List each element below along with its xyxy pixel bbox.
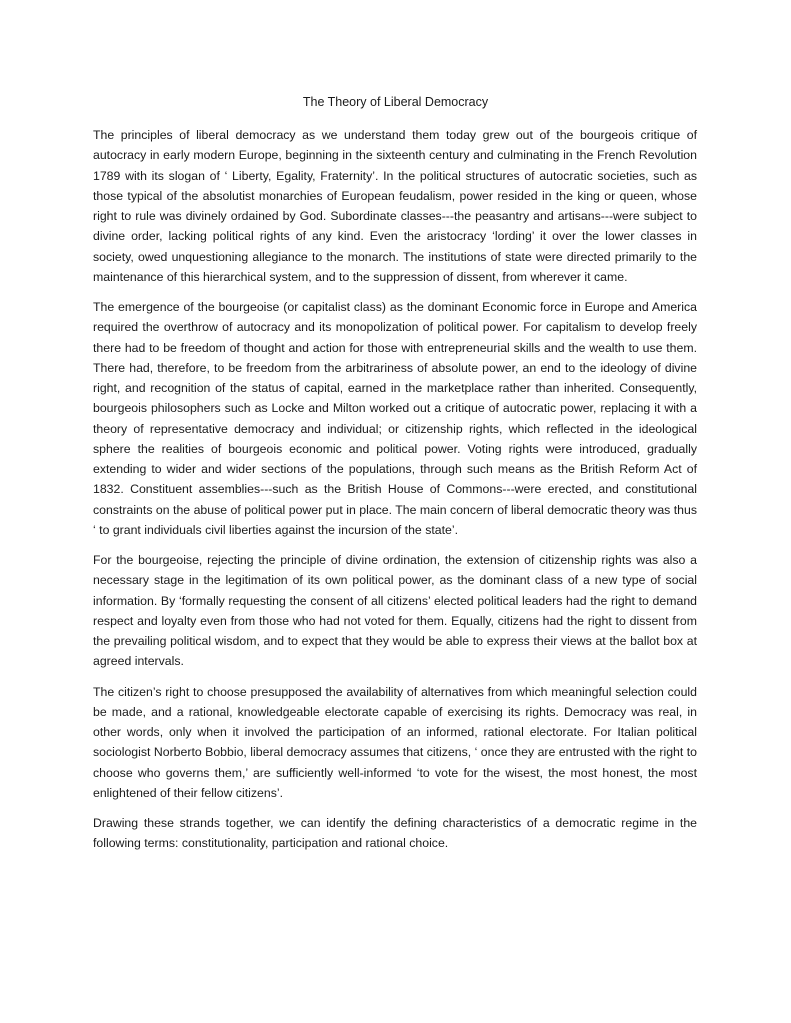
paragraph-4: The citizen’s right to choose presupposed the availability of alternatives from which meaningful selection could be made, and a rational, knowledgeable electorate capable of exercising its rights. Democracy was real, in other words, only when it involved the participation of an informed, rational electorate. For Italian political sociologist Norberto Bobbio, liberal democracy assumes that citizens, ‘ once they are entrusted with the right to choose who governs them,’ are sufficiently well-informed ‘to vote for the wisest, the most honest, the most enlightened of their fellow citizens’. [93, 684, 697, 800]
paragraph-5: Drawing these strands together, we can identify the defining characteristics of a democratic regime in the following terms: constitutionality, participation and rational choice. [93, 816, 697, 851]
paragraph-2: The emergence of the bourgeoise (or capitalist class) as the dominant Economic force in Europe and America required the overthrow of autocracy and its monopolization of political power. For capitalism to develop freely there had to be freedom of thought and action for those with entrepreneurial skills and the wealth to use them. There had, therefore, to be freedom from the arbitrariness of absolute power, an end to the ideology of divine right, and recognition of the status of capital, earned in the marketplace rather than inherited. Consequently, bourgeois philosophers such as Locke and Milton worked out a critique of autocratic power, replacing it with a theory of representative democracy and individual; or citizenship rights, which reflected in the ideological sphere the realities of bourgeois economic and political power. Voting rights were introduced, gradually extending to wider and wider sections of the populations, through such means as the British Reform Act of 1832. Constituent assemblies---such as the British House of Commons---were erected, and constitutional constraints on the abuse of political power put in place. The main concern of liberal democratic theory was thus ‘ to grant individuals civil liberties against the incursion of the state’. [93, 300, 697, 537]
document-body [93, 125, 697, 864]
paragraph-3: For the bourgeoise, rejecting the principle of divine ordination, the extension of citizenship rights was also a necessary stage in the legitimation of its own political power, as the dominant class of a new type of social information. By ‘formally requesting the consent of all citizens’ elected political leaders had the right to demand respect and loyalty even from those who had not voted for them. Equally, citizens had the right to dissent from the prevailing political wisdom, and to expect that they would be able to express their views at the ballot box at agreed intervals. [93, 553, 697, 669]
paragraph-1: The principles of liberal democracy as we understand them today grew out of the bourgeois critique of autocracy in early modern Europe, beginning in the sixteenth century and culminating in the French Revolution 1789 with its slogan of ‘ Liberty, Egality, Fraternity’. In the political structures of autocratic societies, such as those typical of the absolutist monarchies of European feudalism, power resided in the king or queen, whose right to rule was divinely ordained by God. Subordinate classes---the peasantry and artisans---were subject to divine order, lacking political rights of any kind. Even the aristocracy ‘lording’ it over the lower classes in society, owed unquestioning allegiance to the monarch. The institutions of state were directed primarily to the maintenance of this hierarchical system, and to the suppression of dissent, from wherever it came. [93, 128, 697, 284]
document-title: The Theory of Liberal Democracy [302, 95, 489, 109]
